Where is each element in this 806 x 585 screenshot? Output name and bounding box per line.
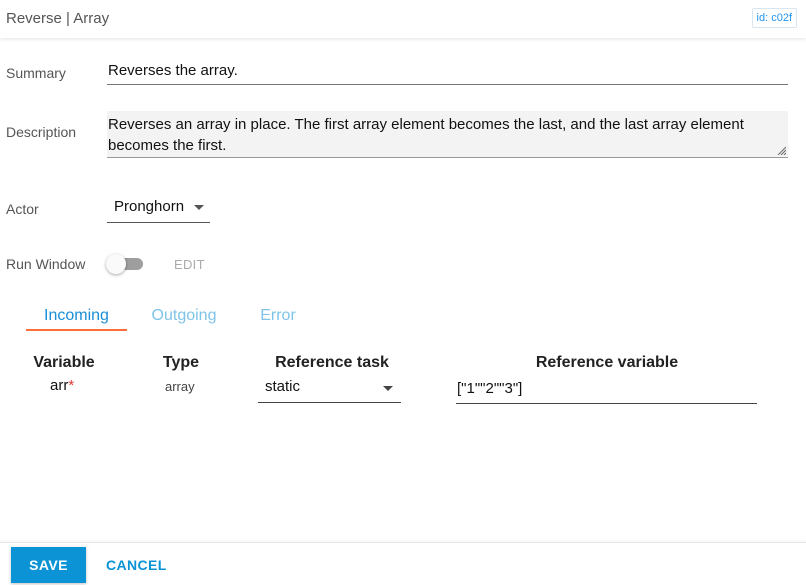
column-header-variable: Variable [33, 354, 95, 371]
chevron-down-icon [194, 205, 204, 210]
tab-incoming[interactable]: Incoming [26, 300, 127, 331]
tab-outgoing[interactable]: Outgoing [151, 307, 217, 324]
page-title: Reverse | Array [6, 10, 110, 27]
id-badge: id: c02f [752, 8, 797, 28]
reference-variable-input[interactable]: ["1""2""3"] [456, 377, 757, 404]
header-bar [0, 0, 806, 38]
column-header-reference-task: Reference task [275, 354, 389, 371]
variable-name: arr [50, 377, 69, 394]
run-window-label: Run Window [6, 256, 86, 272]
variable-cell [50, 377, 74, 394]
run-window-toggle[interactable] [106, 256, 144, 272]
column-header-type: Type [162, 354, 200, 371]
toggle-thumb [106, 254, 126, 274]
chevron-down-icon [383, 386, 393, 391]
edit-button[interactable]: EDIT [174, 257, 205, 272]
description-textarea[interactable] [107, 111, 788, 158]
description-text: Reverses an array in place. The first array element becomes the last, and the last array element becomes the first. [108, 116, 744, 154]
save-button[interactable]: SAVE [11, 547, 86, 583]
resize-handle-icon[interactable] [776, 145, 786, 155]
actor-label: Actor [6, 201, 39, 217]
summary-label: Summary [6, 65, 66, 81]
cancel-button[interactable]: CANCEL [100, 547, 172, 583]
reference-task-value: static [265, 378, 301, 395]
description-label: Description [6, 124, 77, 140]
reference-task-select[interactable] [258, 374, 401, 403]
summary-input[interactable]: Reverses the array. [107, 58, 788, 85]
actor-select-value: Pronghorn [114, 198, 185, 215]
tab-error[interactable]: Error [260, 307, 296, 324]
type-cell: array [165, 379, 195, 394]
actor-select[interactable] [107, 195, 210, 223]
column-header-reference-variable: Reference variable [535, 354, 679, 371]
required-marker: * [68, 377, 75, 394]
footer-bar [0, 542, 806, 585]
